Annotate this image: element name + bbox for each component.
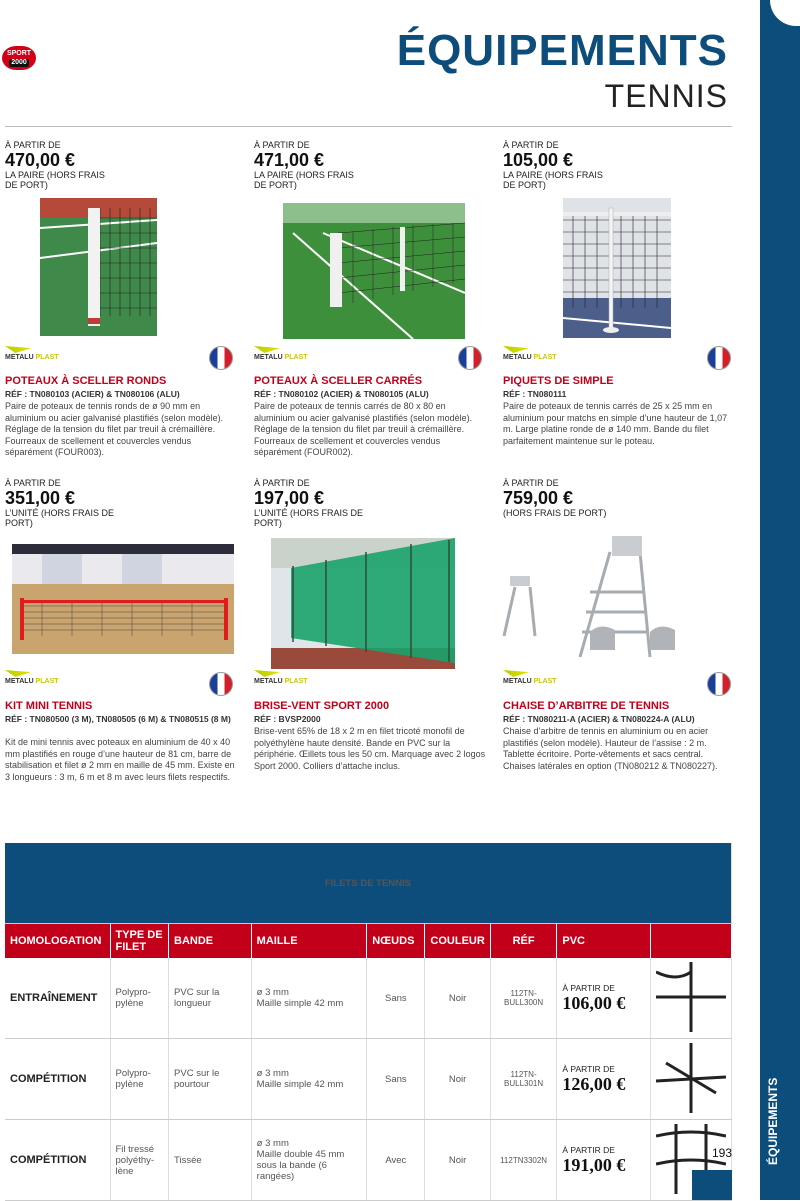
product-desc: Kit de mini tennis avec poteaux en aluminium de 40 x 40 mm plastifiés en rouge d’une hauteur de 81 cm, barre de stabilisation et filet ø 2 mm en maille de 45 mm. Existe en 3 longueurs : 3 m, 6 m et 8 m avec leurs filets respectifs. [5, 737, 235, 782]
product-chaise-arbitre-price [503, 478, 741, 518]
nets-table-title: FILETS DE TENNIS [5, 843, 732, 924]
photo-chaise-arbitre [500, 532, 720, 662]
logo-line2: 2000 [9, 59, 29, 67]
product-title: KIT MINI TENNIS [5, 700, 93, 712]
cell-maille: ø 3 mm Maille simple 42 mm [251, 958, 367, 1039]
table-row [5, 958, 732, 1039]
price-label: À PARTIR DE [503, 478, 559, 488]
cell-type: Fil tressé polyéthy-lène [110, 1120, 169, 1201]
cell-type: Polypro-pylène [110, 958, 169, 1039]
photo-poteaux-ronds [40, 198, 157, 336]
table-row [5, 1120, 732, 1201]
header-divider [5, 126, 732, 127]
th-homologation: HOMOLOGATION [5, 924, 110, 959]
price-label: À PARTIR DE [254, 478, 310, 488]
cell-bande: PVC sur le pourtour [169, 1039, 252, 1120]
product-title: POTEAUX À SCELLER CARRÉS [254, 375, 423, 387]
price-value: 471,00 € [254, 150, 325, 170]
cell-couleur: Noir [425, 958, 490, 1039]
price-value: 759,00 € [503, 488, 574, 508]
cell-noeuds: Sans [367, 1039, 425, 1120]
cell-couleur: Noir [425, 1039, 490, 1120]
product-title: BRISE-VENT SPORT 2000 [254, 700, 390, 712]
brand-swoosh [503, 670, 529, 677]
product-desc: Paire de poteaux de tennis carrés de 80 x 80 en aluminium ou acier galvanisé plastifiés (selon modèle). Réglage de la tension du filet par treuil à crémaillère. Fourreaux de scellement et couvercles vendus séparément (FOUR002). [254, 401, 473, 457]
brand-swoosh [254, 346, 280, 353]
pvc-label: À PARTIR DE [562, 1063, 615, 1074]
sport2000-logo [2, 46, 36, 70]
price-label: À PARTIR DE [5, 478, 61, 488]
th-maille: MAILLE [251, 924, 367, 959]
side-bar [760, 0, 800, 1200]
made-in-france-badge [707, 672, 731, 696]
price-value: 197,00 € [254, 488, 325, 508]
cell-homologation: COMPÉTITION [5, 1120, 110, 1201]
product-ref: RÉF : BVSP2000 [254, 714, 321, 724]
net-knot-image [656, 1043, 726, 1113]
page-subtitle: TENNIS [604, 78, 728, 114]
cell-bande: PVC sur la longueur [169, 958, 252, 1039]
cell-type: Polypro-pylène [110, 1039, 169, 1120]
brand-metaluplast: METALU PLAST [254, 346, 308, 361]
brand-metaluplast: METALU PLAST [5, 670, 59, 685]
cell-noeuds: Avec [367, 1120, 425, 1201]
page-number: 193 [712, 1146, 733, 1160]
footer-block [692, 1170, 732, 1200]
cell-maille: ø 3 mm Maille simple 42 mm [251, 1039, 367, 1120]
price-note: L’UNITÉ (HORS FRAIS DE PORT) [254, 508, 364, 528]
cell-noeuds: Sans [367, 958, 425, 1039]
product-poteaux-carres-price [254, 140, 492, 190]
page-title: ÉQUIPEMENTS [396, 26, 728, 75]
pvc-label: À PARTIR DE [562, 982, 615, 993]
cell-homologation: ENTRAÎNEMENT [5, 958, 110, 1039]
photo-mini-tennis [12, 544, 234, 654]
price-note: L’UNITÉ (HORS FRAIS DE PORT) [5, 508, 115, 528]
product-desc: Brise-vent 65% de 18 x 2 m en filet tricoté monofil de polyéthylène haute densité. Bande en PVC sur la périphérie. Œillets tous les 50 cm. Marquage avec 2 logos Sport 2000. Colliers d’attache inclus. [254, 726, 486, 771]
cell-image [651, 958, 732, 1039]
price-note: (HORS FRAIS DE PORT) [503, 508, 607, 518]
brand-swoosh [503, 346, 529, 353]
cell-homologation: COMPÉTITION [5, 1039, 110, 1120]
th-bande: BANDE [169, 924, 252, 959]
product-ref: RÉF : TN080211-A (ACIER) & TN080224-A (ALU) [503, 714, 695, 724]
cell-image [651, 1039, 732, 1120]
cell-pvc [557, 1120, 651, 1201]
price-note: LA PAIRE (HORS FRAIS DE PORT) [254, 170, 354, 190]
product-mini-tennis-price [5, 478, 243, 528]
th-pvc: PVC [557, 924, 651, 959]
cell-maille: ø 3 mm Maille double 45 mm sous la bande (6 rangées) [251, 1120, 367, 1201]
product-desc: Paire de poteaux de tennis ronds de ø 90 mm en aluminium ou acier galvanisé plastifiés (selon modèle). Réglage de la tension du filet par treuil à crémaillère. Fourreaux de scellement et couvercles vendus séparément (FOUR003). [5, 401, 224, 457]
price-value: 105,00 € [503, 150, 574, 170]
product-title: POTEAUX À SCELLER RONDS [5, 375, 167, 387]
brand-metaluplast: METALU PLAST [5, 346, 59, 361]
product-piquets-price [503, 140, 741, 190]
photo-poteaux-carres [283, 203, 465, 339]
price-label: À PARTIR DE [254, 140, 310, 150]
price-value: 470,00 € [5, 150, 76, 170]
made-in-france-badge [209, 672, 233, 696]
price-note: LA PAIRE (HORS FRAIS DE PORT) [5, 170, 105, 190]
made-in-france-badge [458, 346, 482, 370]
pvc-price: 106,00 € [562, 992, 626, 1013]
product-desc: Chaise d’arbitre de tennis en aluminium ou en acier plastifiés (selon modèle). Hauteur de l’assise : 2 m. Tablette écritoire. Porte-vêtements et sacs central. Chaises latérales en option (TN080212 & TN080227). [503, 726, 718, 771]
product-ref: RÉF : TN080111 [503, 389, 567, 399]
th-ref: RÉF [490, 924, 557, 959]
th-noeuds: NŒUDS [367, 924, 425, 959]
pvc-label: À PARTIR DE [562, 1144, 615, 1155]
photo-brise-vent [271, 538, 455, 669]
product-desc: Paire de poteaux de tennis carrés de 25 x 25 mm en aluminium pour matchs en simple d’une hauteur de 1,07 m. Large platine ronde de ø 140 mm. Bande du filet parfaitement maintenue sur le poteau. [503, 401, 728, 446]
cell-ref: 112TN-BULL300N [490, 958, 557, 1039]
nets-table [5, 843, 732, 1201]
cell-pvc [557, 958, 651, 1039]
product-ref: RÉF : TN080102 (ACIER) & TN080105 (ALU) [254, 389, 429, 399]
logo-line1: SPORT [6, 50, 32, 57]
th-couleur: COULEUR [425, 924, 490, 959]
price-label: À PARTIR DE [5, 140, 61, 150]
nets-table-header [5, 924, 732, 959]
price-value: 351,00 € [5, 488, 76, 508]
product-brise-vent-price [254, 478, 492, 528]
cell-ref: 112TN3302N [490, 1120, 557, 1201]
th-image [651, 924, 732, 959]
product-title: PIQUETS DE SIMPLE [503, 375, 614, 387]
product-ref: RÉF : TN080103 (ACIER) & TN080106 (ALU) [5, 389, 180, 399]
table-row [5, 1039, 732, 1120]
brand-swoosh [5, 670, 31, 677]
made-in-france-badge [209, 346, 233, 370]
price-note: LA PAIRE (HORS FRAIS DE PORT) [503, 170, 603, 190]
cell-couleur: Noir [425, 1120, 490, 1201]
cell-pvc [557, 1039, 651, 1120]
made-in-france-badge [707, 346, 731, 370]
net-knot-image [656, 962, 726, 1032]
cell-ref: 112TN-BULL301N [490, 1039, 557, 1120]
cell-bande: Tissée [169, 1120, 252, 1201]
brand-metaluplast: METALU PLAST [254, 670, 308, 685]
brand-swoosh [254, 670, 280, 677]
pvc-price: 126,00 € [562, 1073, 626, 1094]
side-label-wrap [764, 1070, 792, 1170]
brand-metaluplast: METALU PLAST [503, 346, 557, 361]
th-type: TYPE DE FILET [110, 924, 169, 959]
product-title: CHAISE D’ARBITRE DE TENNIS [503, 700, 670, 712]
photo-piquets [563, 198, 671, 338]
pvc-price: 191,00 € [562, 1154, 626, 1175]
product-ref: RÉF : TN080500 (3 M), TN080505 (6 M) & TN080515 (8 M) [5, 714, 231, 724]
side-label: ÉQUIPEMENTS [766, 1077, 780, 1165]
brand-swoosh [5, 346, 31, 353]
price-label: À PARTIR DE [503, 140, 559, 150]
brand-metaluplast: METALU PLAST [503, 670, 557, 685]
product-poteaux-ronds-price [5, 140, 243, 190]
